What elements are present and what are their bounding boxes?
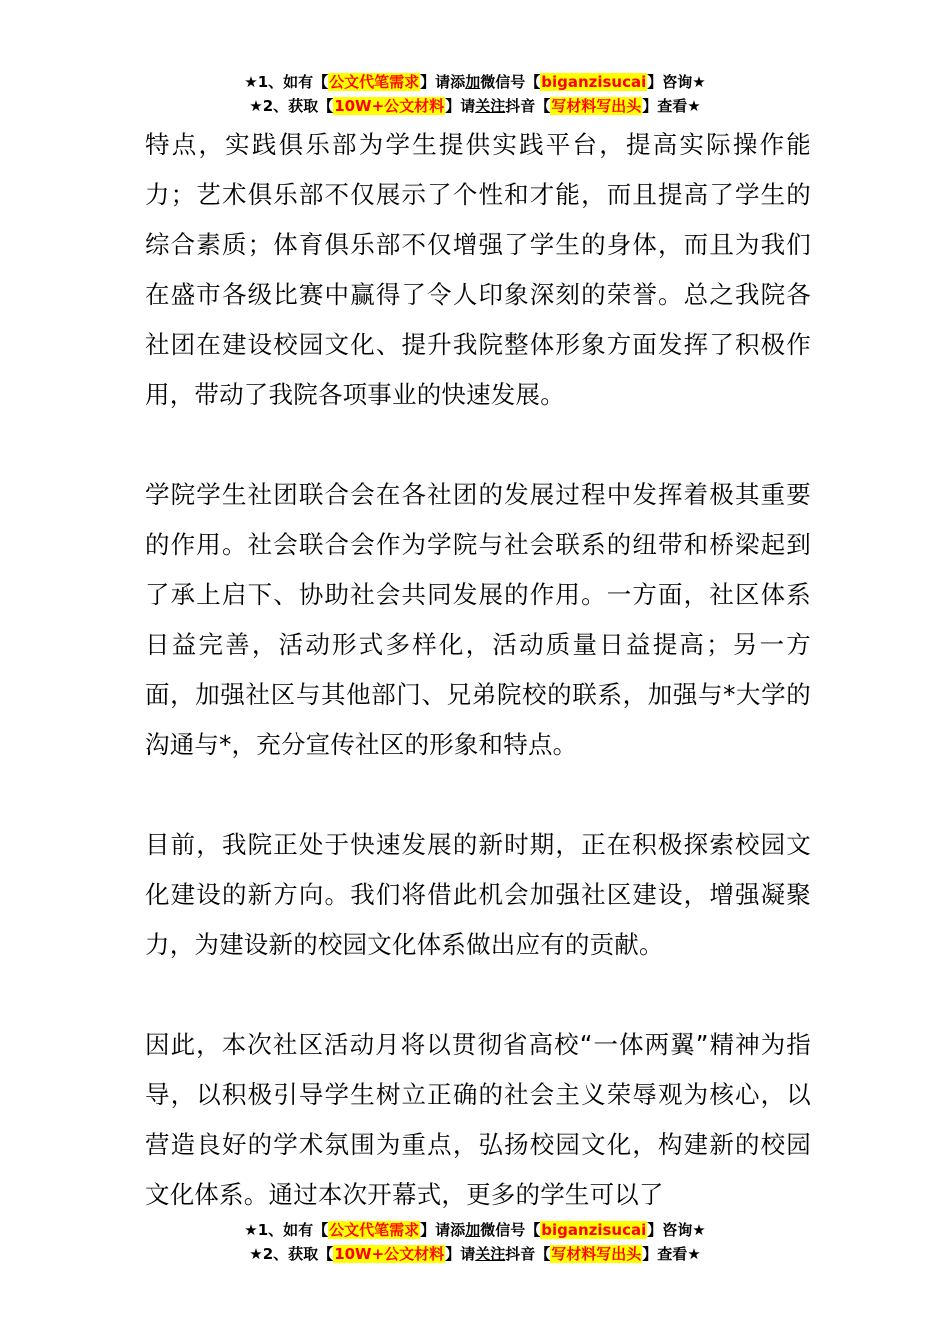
banner-text: 】请添 [420,1221,466,1239]
banner-text: 抖音【 [505,1245,551,1263]
banner-line-1 [0,1218,950,1242]
banner-text: 】请 [445,97,476,115]
banner-text: 】查看★ [642,1245,701,1263]
banner-line-2 [0,94,950,118]
banner-text: ★1、如有【 [244,1221,329,1239]
banner-text: ★1、如有【 [244,73,329,91]
banner-text: 】咨询★ [647,73,706,91]
paragraph: 因此，本次社区活动月将以贯彻省高校“一体两翼”精神为指导，以积极引导学生树立正确的社会主义荣辱观为核心，以营造良好的学术氛围为重点，弘扬校园文化，构建新的校园文化体系。通过本次开幕式，更多的学生可以了 [145,1030,811,1209]
banner-highlight: 10W+公文材料 [334,1245,445,1263]
banner-underlined-text: 关注 [475,1245,506,1263]
banner-text: 】咨询★ [647,1221,706,1239]
banner-highlight: 写材料写出头 [551,1245,642,1263]
footer-banner [0,1218,950,1266]
banner-highlight: biganzisucai [541,73,647,91]
header-banner [0,70,950,118]
banner-highlight: 10W+公文材料 [334,97,445,115]
banner-highlight: 公文代笔需求 [329,1221,420,1239]
banner-text: 抖音【 [505,97,551,115]
banner-highlight: 公文代笔需求 [329,73,420,91]
banner-text: 微信号【 [480,1221,541,1239]
banner-text: 】请 [445,1245,476,1263]
banner-text: 】查看★ [642,97,701,115]
banner-underlined-text: 关注 [475,97,506,115]
banner-text: 微信号【 [480,73,541,91]
banner-highlight: 写材料写出头 [551,97,642,115]
paragraph: 目前，我院正处于快速发展的新时期，正在积极探索校园文化建设的新方向。我们将借此机会加强社区建设，增强凝聚力，为建设新的校园文化体系做出应有的贡献。 [145,830,811,959]
banner-text: ★2、获取【 [249,97,334,115]
paragraph: 学院学生社团联合会在各社团的发展过程中发挥着极其重要的作用。社会联合会作为学院与社会联系的纽带和桥梁起到了承上启下、协助社会共同发展的作用。一方面，社区体系日益完善，活动形式多样化，活动质量日益提高；另一方面，加强社区与其他部门、兄弟院校的联系，加强与*大学的沟通与*，充分宣传社区的形象和特点。 [145,480,811,759]
paragraph: 特点，实践俱乐部为学生提供实践平台，提高实际操作能力；艺术俱乐部不仅展示了个性和才能，而且提高了学生的综合素质；体育俱乐部不仅增强了学生的身体，而且为我们在盛市各级比赛中赢得了令人印象深刻的荣誉。总之我院各社团在建设校园文化、提升我院整体形象方面发挥了积极作用，带动了我院各项事业的快速发展。 [145,130,811,409]
banner-line-1 [0,70,950,94]
document-body [145,120,811,1220]
banner-text: ★2、获取【 [249,1245,334,1263]
banner-underlined-text: 加 [465,1221,481,1239]
banner-text: 】请添 [420,73,466,91]
banner-highlight: biganzisucai [541,1221,647,1239]
banner-line-2 [0,1242,950,1266]
banner-underlined-text: 加 [465,73,481,91]
